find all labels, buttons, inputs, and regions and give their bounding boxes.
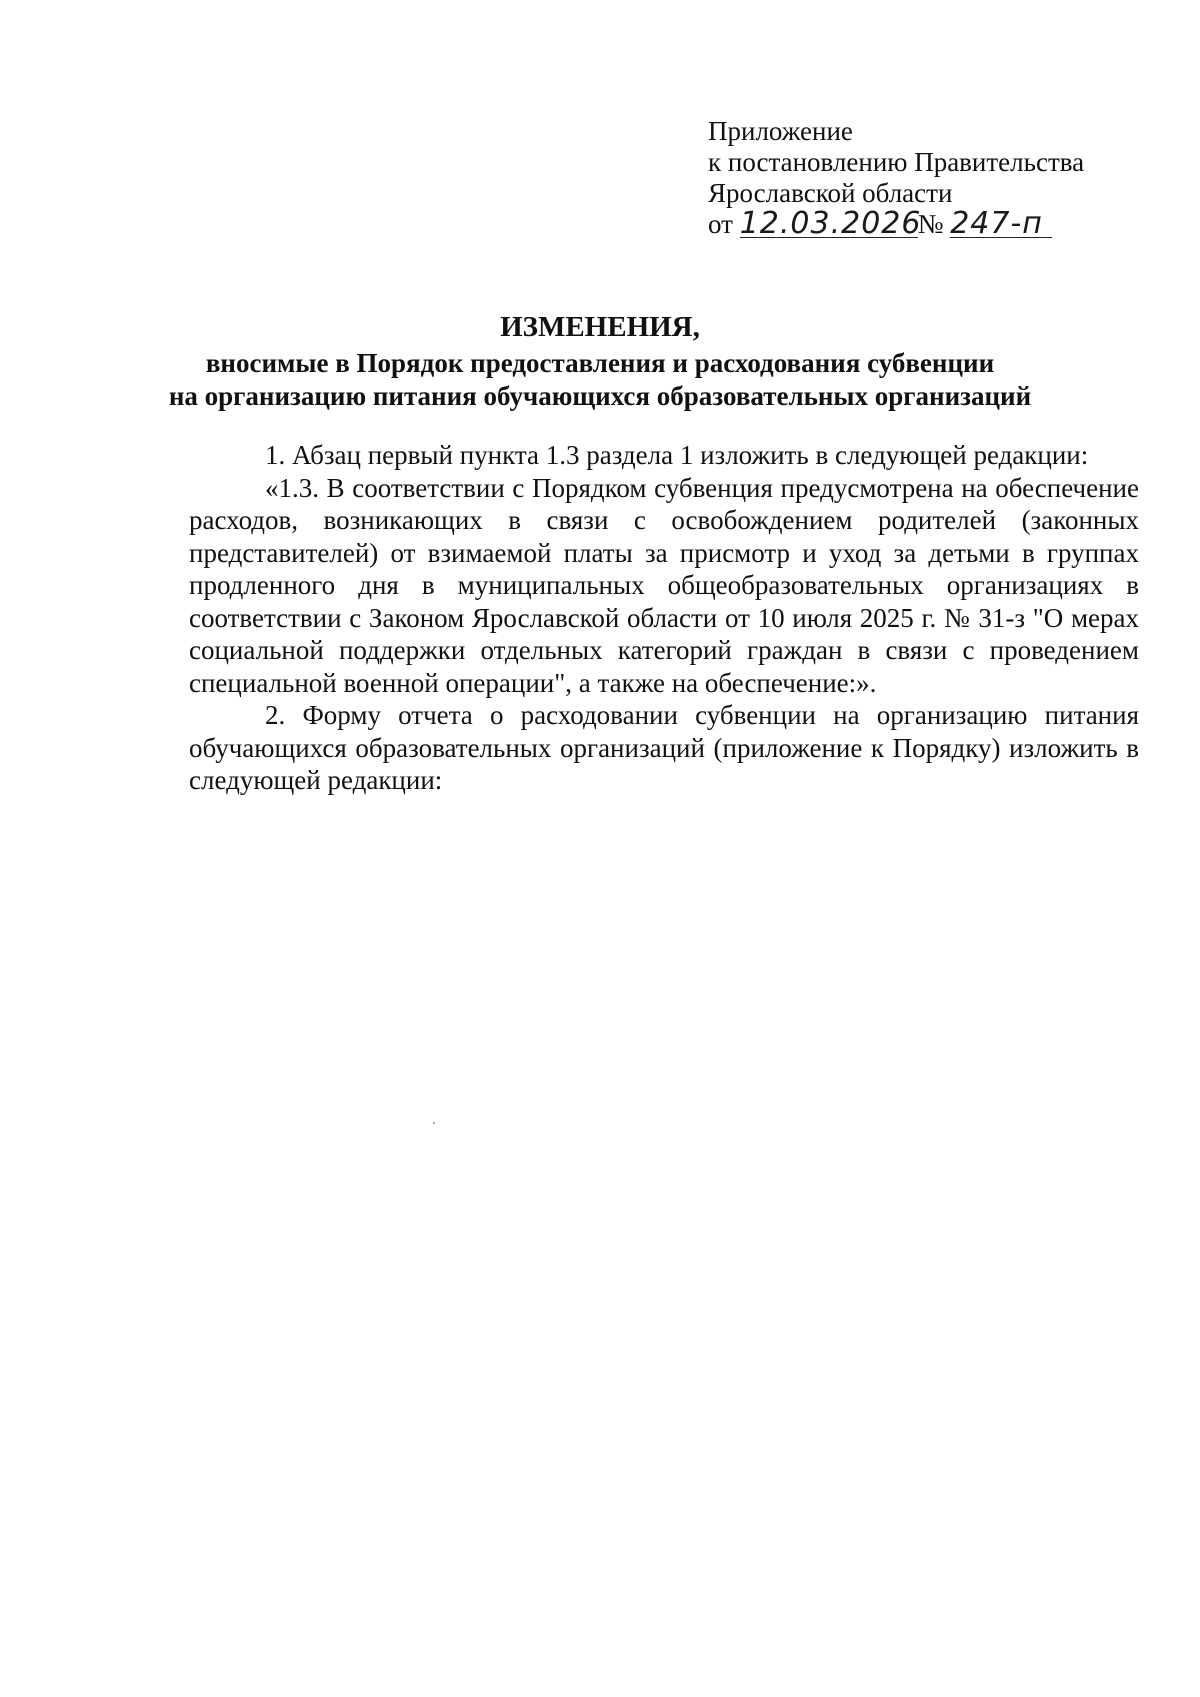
scan-speck bbox=[433, 1122, 435, 1124]
paragraph-1: 1. Абзац первый пункта 1.3 раздела 1 изложить в следующей редакции: bbox=[265, 440, 1089, 470]
appendix-region: Ярославской области bbox=[708, 178, 953, 208]
paragraph-2-quote: «1.3. В соответствии с Порядком субвенция предусмотрена на обеспечение расходов, возникающих в связи с освобождением родителей (законных представителей) от взимаемой платы за присмотр и уход за детьми в группах продленного дня в муниципальных общеобразовательных организациях в соответствии с Законом Ярославской области от 10 июля 2025 г. № 31-з "О мерах социальной поддержки отдельных категорий граждан в связи с проведением специальной военной операции", а также на обеспечение:». bbox=[189, 472, 1139, 698]
document-body bbox=[189, 439, 1139, 797]
document-subtitle-line-1: вносимые в Порядок предоставления и расходования субвенции bbox=[205, 348, 995, 378]
date-prefix: от bbox=[708, 209, 733, 239]
number-prefix: № bbox=[917, 209, 944, 239]
appendix-title: Приложение bbox=[708, 116, 853, 146]
handwritten-date: 12.03.2026 bbox=[739, 206, 922, 241]
appendix-reference: к постановлению Правительства bbox=[708, 147, 1085, 177]
paragraph-3: 2. Форму отчета о расходовании субвенции на организацию питания обучающихся образовательных организаций (приложение к Порядку) изложить в следующей редакции: bbox=[189, 700, 1139, 795]
handwritten-number: 247-п bbox=[950, 211, 1052, 238]
document-subtitle-line-2: на организацию питания обучающихся образовательных организаций bbox=[168, 381, 1032, 411]
document-title: ИЗМЕНЕНИЯ, bbox=[500, 311, 700, 343]
appendix-block bbox=[708, 116, 1084, 240]
appendix-date-number bbox=[708, 206, 1084, 241]
